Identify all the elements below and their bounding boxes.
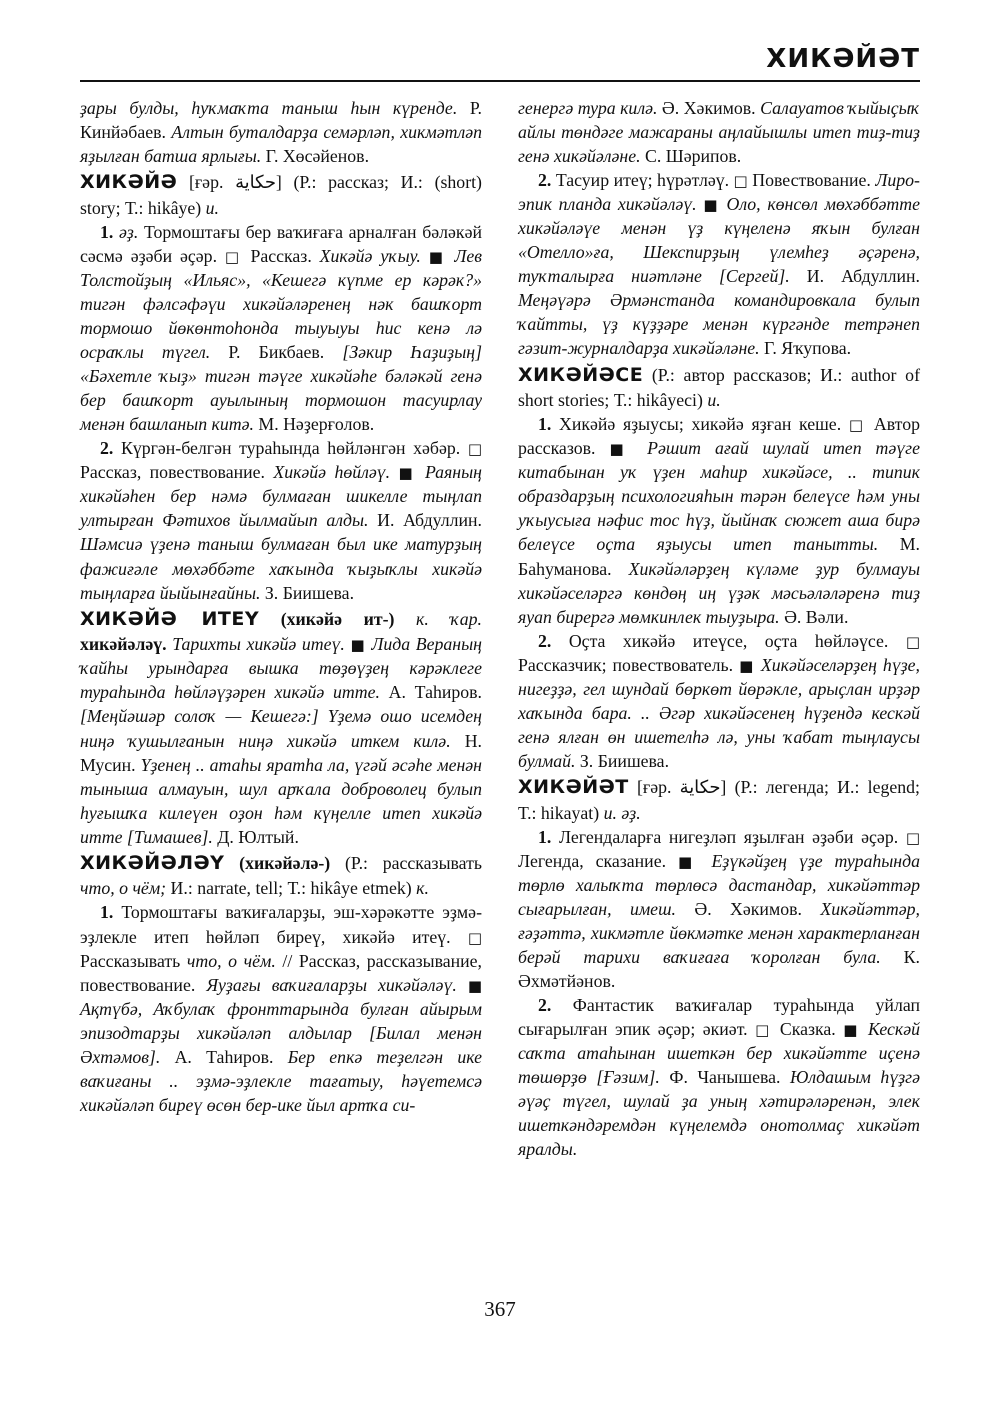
headword-hikaya: ХИКӘЙӘ <box>80 171 178 194</box>
open-square-icon: □ <box>905 632 920 651</box>
filled-square-icon: ■ <box>609 440 634 459</box>
entry-hikaya-iteu: ХИКӘЙӘ ИТЕҮ (хикәйә ит-) к. ҡар. хикәйәләү. Тарихты хикәйә итеү. ■ Лида Вераның ҡайһы урындарға вышка төҙөүҙең кәрәклеге тураһында һөйләүҙәрен хикәйә итте. А. Таһиров. [Меңйәшәр солоҡ — Кешегә:] Үҙемә ошо исемдең ниңә ҡушылғанын ниңә хикәйә иткем килә. Н. Мусин. Үҙенең .. атаһы яратһа ла, үгәй әсәһе менән тыныша алмауын, шул арҡала доброволец булып һуғышҡа килеүен оҙон һәм күңелле итеп хикәйә итте [Тимашев]. Д. Юлтый. <box>80 607 483 847</box>
entry-continuation: генергә тура килә. Ә. Хәкимов. Салауатов ҡыйыҫыҡ айлы төндәге мажараны аңлайышлы итеп тиҙ-тиҙ генә хикәйәләне. С. Шәрипов. <box>518 98 921 167</box>
open-square-icon: □ <box>848 416 867 435</box>
arabic-etymology: حكاية <box>679 776 721 797</box>
sense-2: 2. Күргән-белгән тураһында һөйләнгән хәбәр. □ Рассказ, повествование. Хикәйә һөйләү. ■ Раяның хикәйәһен бер нәмә булмаған шикелле тыңлап ултырған Фәтихов йылмайып алды. И. Абдуллин. Шәмсиә үҙенә таныш булмаған был ике матурҙың фажиғәле мөхәббәте хаҡында ҡыҙыҡлы хикәйә тыңларға йыйынғайны. З. Биишева. <box>80 438 482 603</box>
filled-square-icon: ■ <box>467 976 482 995</box>
sense-1: 1. Хикәйә яҙыусы; хикәйә яҙған кеше. □ Автор рассказов. ■ Рәшит ағай шулай итеп тәүге китабынан уҡ үҙен маһир хикәйәсе, .. типик образдарҙың психологияһын тәрән белеүсе һәм уны уҡыусыға нәфис тос һүҙ, йыйнаҡ сюжет аша бирә белеүсе оҫта яҙыусы итеп танытты. М. Баһуманова. Хикәйәләрҙең күләме ҙур булмауы хикәйәселәргә көндөң иң үҙәк мәсьәләләренә тиҙ яуап бирергә мөмкинлек тыуҙыра. Ә. Вәли. <box>518 414 920 627</box>
left-column <box>80 96 482 1117</box>
filled-square-icon: ■ <box>703 196 720 215</box>
sense-2: 2. Фантастик ваҡиғалар тураһында уйлап сығарылған эпик әҫәр; әкиәт. □ Сказка. ■ Кескәй саҡта атаһынан ишеткән бер хикәйәтте иҫенә төшөрҙө [Ғәзим]. Ф. Чанышева. Юлдашым һүҙгә әүәҫ түгел, шулай ҙа уның хәтирәләренән, элек ишеткәндәремдән күңелемдә онотолмаҫ хикәйәт яралды. <box>518 995 920 1160</box>
sense-2: 2. Оҫта хикәйә итеүсе, оҫта һөйләүсе. □ Рассказчик; повествователь. ■ Хикәйәселәрҙең һүҙе, нигеҙҙә, гел шундай бөркөт йөрәкле, арыҫлан ирҙәр хаҡында бара. .. Әгәр хикәйәсенең һүҙендә кескәй генә ялған өн ишетелһә лә, уны ҡабат тыңлаусы булмай. З. Биишева. <box>518 630 920 771</box>
running-header <box>80 40 920 82</box>
open-square-icon: □ <box>467 928 482 947</box>
header-title: ХИКӘЙӘТ <box>766 44 920 74</box>
entry-hikayalau: ХИКӘЙӘЛӘҮ (хикәйәлә-) (Р.: рассказывать что, о чём; И.: narrate, tell; Т.: hikâye etmek) к. <box>80 851 482 899</box>
filled-square-icon: ■ <box>739 656 755 675</box>
entry-hikaya: ХИКӘЙӘ [ғәр. حكاية] (Р.: рассказ; И.: (short) story; Т.: hikâye) и. <box>80 171 482 218</box>
entry-hikayat: ХИКӘЙӘТ [ғәр. حكاية] (Р.: легенда; И.: legend; Т.: hikayat) и. әҙ. <box>518 775 920 823</box>
filled-square-icon: ■ <box>843 1021 861 1040</box>
filled-square-icon: ■ <box>350 636 366 655</box>
filled-square-icon: ■ <box>677 852 700 871</box>
sense-1: 1. әҙ. Тормоштағы бер ваҡиғаға арналған бәләкәй сәсмә әҙәби әҫәр. □ Рассказ. Хикәйә уҡыу. ■ Лев Толстойҙың «Ильяс», «Кешегә күпме ер кәрәк?» тигән фәлсәфәүи хикәйәләренең нәк башҡорт тормошо йөкөнтоһонда тыуыуы һис кенә лә осраҡлы түгел. Р. Бикбаев. [Зәкир Һаҙиҙың] «Бәхетле ҡыҙ» тигән тәүге хикәйәһе бәләкәй генә бер башҡорт ауылының тормошон тасуирлау менән башланып китә. М. Нәҙерғолов. <box>80 221 482 435</box>
sense-1: 1. Легендаларға нигеҙләп яҙылған әҙәби әҫәр. □ Легенда, сказание. ■ Еҙүкәйҙең үҙе тураһында төрлө халыҡта төрлөсә дастандар, хикәйәттәр сығарылған, имеш. Ә. Хәкимов. Хикәйәттәр, ғәҙәттә, хикмәтле йөкмәтке менән характерланған берәй тарихи ваҡиғаға ҡоролған була. К. Әхмәтйәнов. <box>518 826 920 991</box>
open-square-icon: □ <box>755 1021 773 1040</box>
filled-square-icon: ■ <box>428 247 447 266</box>
entry-continuation: ҙары булды, һуҡмаҡта таныш һын күренде. Р. Кинйәбаев. Алтын буталдарҙа семәрләп, хикмәтләп яҙылған батша ярлығы. Г. Хөсәйенов. <box>80 98 483 167</box>
open-square-icon: □ <box>224 247 243 266</box>
headword-hikaya-iteu: ХИКӘЙӘ ИТЕҮ <box>80 607 260 630</box>
open-square-icon: □ <box>733 172 748 191</box>
headword-hikayalau: ХИКӘЙӘЛӘҮ <box>80 851 225 874</box>
entry-hikayase: ХИКӘЙӘСЕ (Р.: автор рассказов; И.: author of short stories; Т.: hikâyeci) и. <box>518 363 920 411</box>
arabic-etymology: حكاية <box>235 172 276 193</box>
open-square-icon: □ <box>467 440 482 459</box>
page-number: 367 <box>484 1297 516 1321</box>
headword-hikayase: ХИКӘЙӘСЕ <box>518 363 644 386</box>
open-square-icon: □ <box>905 828 920 847</box>
sense-2: 2. Тасуир итеү; һүрәтләү. □ Повествование. Лиро-эпик планда хикәйәләү. ■ Оло, көнсөл мөхәббәтте хикәйәләүе менән үҙ күңеленә яҡын булған «Отелло»ға, Шекспирҙың үлемһеҙ әҫәренә, туҡталырға ниәтләне [Сергей]. И. Абдуллин. Меңәүәрә Әрмәнстанда командировкала булып ҡайтты, үҙ күҙҙәре менән күргәнде тетрәнеп гәзит-журналдарҙа хикәйәләне. Г. Яҡупова. <box>518 170 920 359</box>
headword-hikayat: ХИКӘЙӘТ <box>518 775 629 798</box>
sense-1: 1. Тормоштағы ваҡиғаларҙы, эш-хәрәкәтте эҙмә-эҙлекле итеп һөйләп биреү, хикәйә итеү. □ Рассказывать что, о чём. // Рассказ, рассказывание, повествование. Яуҙағы ваҡиғаларҙы хикәйәләү. ■ Ақтүбә, Аҡбулаҡ фронттарында булған айырым эпизодтарҙы хикәйәләп алдылар [Билал менән Әхтәмов]. А. Таһиров. Бер епкә теҙелгән ике ваҡиғаны .. эҙмә-эҙлекле тағатыу, һәүетемсә хикәйәләп биреү өсөн бер-ике йыл артҡа си- <box>80 902 482 1115</box>
right-column <box>518 96 920 1161</box>
filled-square-icon: ■ <box>398 464 417 483</box>
